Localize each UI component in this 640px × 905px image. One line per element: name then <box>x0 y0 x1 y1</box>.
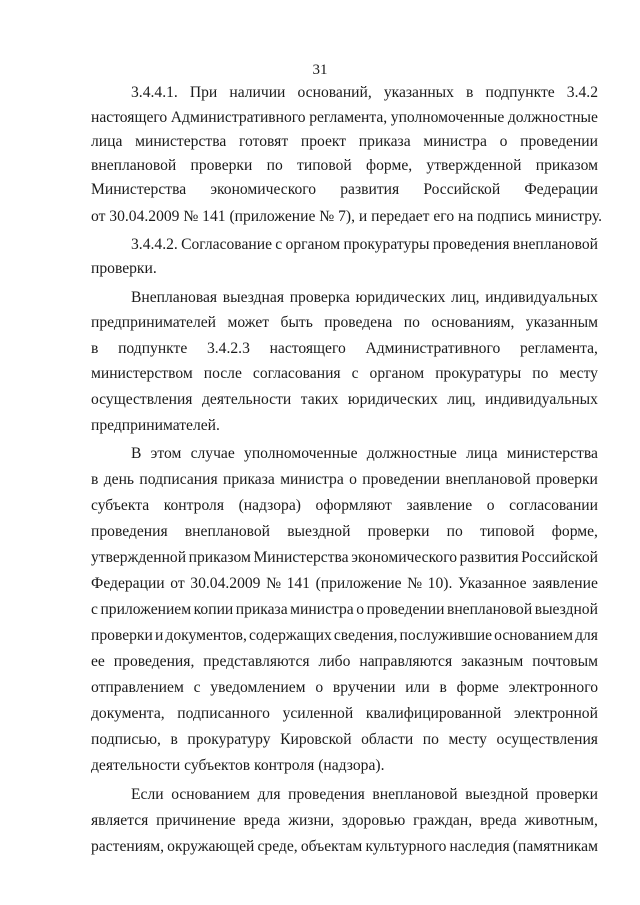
text-line <box>91 106 598 130</box>
word: подписанного <box>177 705 270 722</box>
word: прокуратуру <box>187 731 271 748</box>
word: день <box>103 471 135 488</box>
word: месту <box>559 365 598 382</box>
text-line <box>91 130 598 154</box>
word: внеплановой <box>512 236 598 253</box>
word: должностные <box>366 445 457 462</box>
word: о <box>486 497 495 514</box>
word: подписания <box>139 471 218 488</box>
word: после <box>203 365 242 382</box>
word: Если <box>131 786 164 803</box>
word: форме, <box>551 523 598 540</box>
word: оформляют <box>315 497 392 514</box>
word: развития <box>340 181 400 198</box>
word: вреда <box>479 812 517 829</box>
word: этом <box>150 445 182 462</box>
word: жизни, <box>288 812 335 829</box>
word: внеплановой <box>445 471 531 488</box>
word: наследия <box>449 838 510 855</box>
word: объектам <box>300 838 363 855</box>
word: внеплановой <box>184 523 271 540</box>
word: по <box>446 523 463 540</box>
word: проведения <box>432 236 510 253</box>
word: о <box>315 679 324 696</box>
word: внеплановой <box>446 601 533 618</box>
word: копии <box>193 601 234 618</box>
word: подпункте <box>118 340 188 357</box>
text-line <box>91 572 598 596</box>
word: животным, <box>524 812 598 829</box>
word: 3.4.2 <box>566 84 598 101</box>
word: по <box>532 365 549 382</box>
word: от <box>170 575 185 592</box>
word: по <box>266 157 283 174</box>
word: регламента, <box>309 109 388 126</box>
word: настоящего <box>91 109 168 126</box>
word: юридических <box>355 289 446 306</box>
word: в <box>170 731 178 748</box>
word: проверка <box>289 289 350 306</box>
word: указанных <box>383 84 454 101</box>
word: № <box>266 575 281 592</box>
word: усиленной <box>282 705 354 722</box>
word: месту <box>448 731 487 748</box>
word: Российской <box>423 181 501 198</box>
page-number: 31 <box>312 62 328 78</box>
word: (приложение <box>315 575 402 592</box>
word: В <box>131 445 142 462</box>
word: документа, <box>91 705 165 722</box>
word: Федерации <box>91 575 165 592</box>
word: окружающей <box>167 838 255 855</box>
word: заявление <box>406 497 473 514</box>
word: № <box>407 575 423 592</box>
word: может <box>227 314 270 331</box>
word: документов, <box>165 627 247 644</box>
word: основанием <box>171 786 250 803</box>
word: форме, <box>366 157 413 174</box>
word: с <box>275 236 283 253</box>
word: приказа <box>235 601 288 618</box>
word: утвержденной <box>426 157 522 174</box>
word: проверки <box>536 786 598 803</box>
word: ее <box>91 653 105 670</box>
word: министерством <box>91 365 193 382</box>
word: развития <box>459 549 519 566</box>
text-line <box>91 520 598 544</box>
word: Внеплановая <box>131 289 218 306</box>
word: проверки <box>536 471 598 488</box>
word: уполномоченные <box>390 109 505 126</box>
word: вреда <box>243 812 281 829</box>
text-line <box>91 362 598 386</box>
text-line <box>91 624 598 648</box>
text-line <box>91 388 598 412</box>
word: 10). <box>427 575 453 592</box>
text-line <box>91 598 598 622</box>
word: с <box>91 601 98 618</box>
word: форме <box>456 679 499 696</box>
word: предпринимателей <box>91 314 217 331</box>
word: области <box>361 731 414 748</box>
word: проведении <box>520 133 598 150</box>
text-line <box>91 835 598 859</box>
word: отправлением <box>91 679 184 696</box>
text-line <box>91 468 598 492</box>
word: уведомлением <box>210 679 306 696</box>
word: уполномоченные <box>244 445 358 462</box>
word: лиц, <box>447 391 476 408</box>
word: министерства <box>506 445 598 462</box>
word: выездной <box>465 786 529 803</box>
word: является <box>91 812 149 829</box>
word: проведена <box>324 314 393 331</box>
word: проверки <box>91 627 153 644</box>
word: оснований, <box>297 84 372 101</box>
word: по <box>403 314 420 331</box>
word: заявление <box>532 575 598 592</box>
word: таких <box>300 391 339 408</box>
word: контроля <box>163 497 224 514</box>
word: почтовым <box>532 653 598 670</box>
word: Министерства <box>253 549 349 566</box>
word: подписью, <box>91 731 161 748</box>
word: направляются <box>359 653 453 670</box>
word: экономического <box>210 181 317 198</box>
text-line: деятельности субъектов контроля (надзора). <box>91 757 385 774</box>
word: Согласование <box>181 236 272 253</box>
word: экономического <box>351 549 457 566</box>
word: юридических <box>347 391 438 408</box>
word: Российской <box>521 549 598 566</box>
word: типовой <box>479 523 535 540</box>
text-line <box>131 783 598 807</box>
text-line <box>131 81 598 105</box>
word: Административного <box>170 109 306 126</box>
word: Министерства <box>91 181 187 198</box>
word: внеплановой <box>372 786 458 803</box>
word: согласования <box>252 365 341 382</box>
text-line: предпринимателей. <box>91 417 220 434</box>
word: (надзора) <box>238 497 301 514</box>
word: о <box>499 133 508 150</box>
word: наличии <box>229 84 286 101</box>
word: должностные <box>507 109 598 126</box>
word: приказом <box>188 549 251 566</box>
word: субъекта <box>91 497 150 514</box>
word: готовят <box>238 133 289 150</box>
text-line <box>91 311 598 335</box>
word: заказным <box>461 653 524 670</box>
word: либо <box>318 653 351 670</box>
word: или <box>405 679 430 696</box>
word: здоровью <box>341 812 406 829</box>
word: подпункте <box>485 84 555 101</box>
word: в <box>91 471 99 488</box>
text-line <box>91 546 598 570</box>
word: настоящего <box>269 340 346 357</box>
word: внеплановой <box>91 157 177 174</box>
word: выездная <box>222 289 284 306</box>
word: с <box>193 679 201 696</box>
word: министра <box>423 133 487 150</box>
text-line <box>91 154 598 178</box>
word: для <box>575 627 598 644</box>
word: проведении <box>366 601 445 618</box>
word: в <box>91 340 99 357</box>
word: 3.4.4.1. <box>131 84 178 101</box>
word: в <box>466 84 474 101</box>
word: по <box>422 731 439 748</box>
word: индивидуальных <box>485 289 598 306</box>
word: причинение <box>156 812 236 829</box>
word: утвержденной <box>91 549 187 566</box>
word: органом <box>369 365 425 382</box>
word: приказа <box>358 133 411 150</box>
word: министерства <box>135 133 227 150</box>
word: приложением <box>100 601 192 618</box>
word: регламента, <box>519 340 598 357</box>
word: лица <box>91 133 123 150</box>
word: (памятникам <box>512 838 598 855</box>
word: основанием <box>494 627 573 644</box>
word: проведения <box>91 523 168 540</box>
word: в <box>439 679 447 696</box>
word: приказа <box>222 471 275 488</box>
word: индивидуальных <box>485 391 598 408</box>
word: приказом <box>535 157 598 174</box>
word: основаниям, <box>431 314 515 331</box>
word: содержащих <box>248 627 332 644</box>
word: представляются <box>203 653 310 670</box>
word: для <box>257 786 281 803</box>
word: осуществления <box>496 731 598 748</box>
word: вручении <box>332 679 396 696</box>
text-line <box>91 702 598 726</box>
word: проект <box>300 133 347 150</box>
text-line <box>91 676 598 700</box>
word: и <box>154 627 164 644</box>
word: электронной <box>514 705 598 722</box>
text-line: от 30.04.2009 № 141 (приложение № 7), и передает его на подпись министру. <box>91 208 602 225</box>
word: проведения <box>288 786 365 803</box>
word: 3.4.2.3 <box>206 340 250 357</box>
word: о <box>356 601 365 618</box>
word: лиц, <box>451 289 480 306</box>
text-line <box>131 286 598 310</box>
word: Федерации <box>524 181 598 198</box>
text-line <box>91 728 598 752</box>
text-line <box>131 233 598 257</box>
word: типовой <box>297 157 352 174</box>
text-line <box>91 650 598 674</box>
word: с <box>351 365 359 382</box>
word: граждан, <box>413 812 473 829</box>
word: квалифицированной <box>365 705 502 722</box>
word: проверки <box>190 157 253 174</box>
text-line <box>91 494 598 518</box>
word: случае <box>190 445 235 462</box>
word: сведения, <box>333 627 398 644</box>
word: проверки <box>367 523 430 540</box>
word: растениям, <box>91 838 165 855</box>
word: выездной <box>534 601 598 618</box>
text-line <box>91 337 598 361</box>
word: согласовании <box>509 497 598 514</box>
word: проведении <box>362 471 441 488</box>
word: осуществления <box>91 391 193 408</box>
word: культурного <box>365 838 447 855</box>
word: министра <box>290 601 354 618</box>
word: быть <box>280 314 313 331</box>
text-line <box>91 178 598 202</box>
word: деятельности <box>201 391 292 408</box>
word: органом <box>285 236 341 253</box>
word: проведения, <box>113 653 195 670</box>
word: 141 <box>286 575 310 592</box>
word: прокуратуры <box>435 365 522 382</box>
word: среде, <box>257 838 298 855</box>
text-line <box>91 809 598 833</box>
text-line <box>131 442 598 466</box>
word: о <box>349 471 357 488</box>
word: Указанное <box>457 575 527 592</box>
word: прокуратуры <box>343 236 430 253</box>
word: послужившие <box>399 627 493 644</box>
text-line: проверки. <box>91 260 157 277</box>
word: 30.04.2009 <box>190 575 261 592</box>
word: указанным <box>525 314 598 331</box>
word: Кировской <box>280 731 352 748</box>
word: электронного <box>508 679 598 696</box>
word: лица <box>466 445 498 462</box>
word: министра <box>280 471 344 488</box>
word: 3.4.4.2. <box>131 236 178 253</box>
word: выездной <box>287 523 351 540</box>
word: Административного <box>365 340 501 357</box>
word: При <box>189 84 218 101</box>
